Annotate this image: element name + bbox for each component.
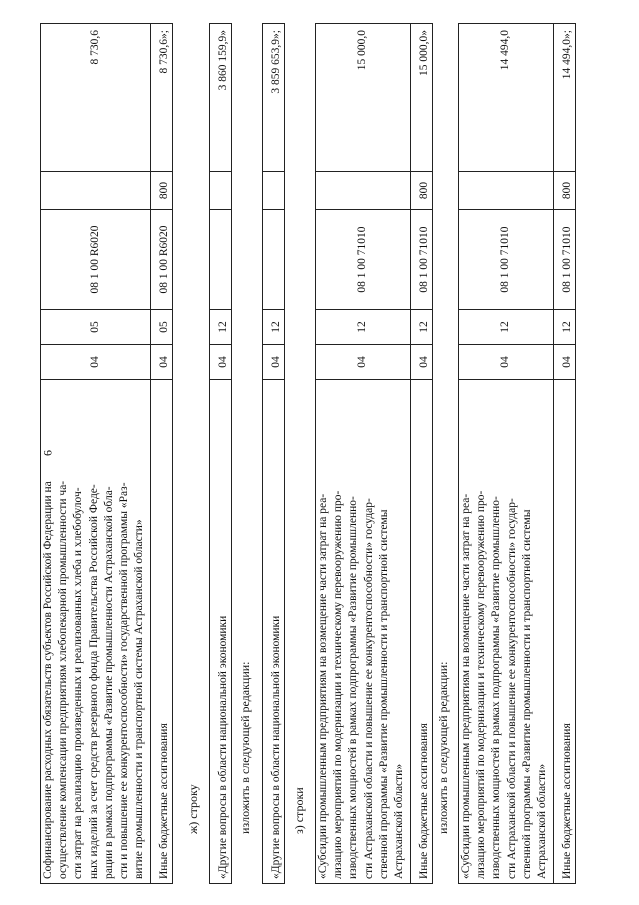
cell-vr [210, 172, 232, 210]
row-description: «Субсидии промышленным предприятиям на возмещение части затрат на реа- лизацию мероприятий по модернизации и техническому перевооружению про- изводственных мощностей в рамках подпрограммы «Развитие промышленно- сти Астраханской области и повышение ее конкурентоспособности» государ- ственной программы «Развитие промышленности и транспортной системы Астраханской области» [316, 380, 411, 884]
budget-table-block-zh-new [262, 23, 285, 884]
section-heading: ж) строку [186, 784, 200, 834]
cell-csr: 08 1 00 71010 [459, 210, 554, 310]
cell-amount: 14 494,0»; [554, 24, 576, 172]
cell-vr: 800 [411, 172, 433, 210]
cell-vr [316, 172, 411, 210]
row-description: Иные бюджетные ассигнования [411, 380, 433, 884]
cell-pr: 12 [263, 310, 285, 345]
table-row [459, 24, 554, 884]
cell-vr [41, 172, 151, 210]
page-number: 6 [40, 450, 55, 456]
cell-amount: 14 494,0 [459, 24, 554, 172]
cell-amount: 15 000,0 [316, 24, 411, 172]
table-row [151, 24, 173, 884]
rotated-document-body [40, 22, 600, 884]
cell-vr [459, 172, 554, 210]
table-row [316, 24, 411, 884]
cell-rz: 04 [459, 345, 554, 380]
row-description: Иные бюджетные ассигнования [151, 380, 173, 884]
cell-vr: 800 [151, 172, 173, 210]
table-row [554, 24, 576, 884]
cell-rz: 04 [554, 345, 576, 380]
table-row [41, 24, 151, 884]
section-heading: изложить в следующей редакции: [238, 661, 252, 834]
cell-amount: 15 000,0» [411, 24, 433, 172]
cell-csr: 08 1 00 R6020 [151, 210, 173, 310]
cell-rz: 04 [263, 345, 285, 380]
cell-amount: 3 859 653,9»; [263, 24, 285, 172]
cell-rz: 04 [210, 345, 232, 380]
cell-pr: 12 [411, 310, 433, 345]
cell-amount: 8 730,6 [41, 24, 151, 172]
cell-rz: 04 [411, 345, 433, 380]
cell-vr: 800 [554, 172, 576, 210]
cell-csr: 08 1 00 R6020 [41, 210, 151, 310]
cell-pr: 12 [554, 310, 576, 345]
budget-table-block-zh [209, 23, 232, 884]
row-description: «Субсидии промышленным предприятиям на возмещение части затрат на реа- лизацию мероприятий по модернизации и техническому перевооружению про- изводственных мощностей в рамках подпрограммы «Развитие промышленно- сти Астраханской области и повышение ее конкурентоспособности» государ- ственной программы «Развитие промышленности и транспортной системы Астраханской области» [459, 380, 554, 884]
row-description: Иные бюджетные ассигнования [554, 380, 576, 884]
cell-pr: 05 [41, 310, 151, 345]
cell-pr: 12 [210, 310, 232, 345]
cell-vr [263, 172, 285, 210]
cell-amount: 8 730,6»; [151, 24, 173, 172]
cell-rz: 04 [41, 345, 151, 380]
cell-pr: 12 [316, 310, 411, 345]
cell-rz: 04 [151, 345, 173, 380]
section-heading: изложить в следующей редакции: [436, 661, 450, 834]
cell-csr [263, 210, 285, 310]
cell-csr: 08 1 00 71010 [316, 210, 411, 310]
cell-csr: 08 1 00 71010 [554, 210, 576, 310]
table-row [263, 24, 285, 884]
row-description: «Другие вопросы в области национальной экономики [263, 380, 285, 884]
cell-amount: 3 860 159,9» [210, 24, 232, 172]
cell-csr: 08 1 00 71010 [411, 210, 433, 310]
budget-table-block-1 [40, 23, 173, 884]
cell-pr: 12 [459, 310, 554, 345]
budget-table-block-z [315, 23, 433, 884]
table-row [411, 24, 433, 884]
section-heading: з) строки [292, 787, 306, 834]
cell-csr [210, 210, 232, 310]
cell-rz: 04 [316, 345, 411, 380]
budget-table-block-z-new [458, 23, 576, 884]
row-description: «Другие вопросы в области национальной экономики [210, 380, 232, 884]
cell-pr: 05 [151, 310, 173, 345]
row-description: Софинансирование расходных обязательств субъектов Российской Федерации на осуществление компенсации предприятиям хлебопекарной промышленности ча- сти затрат на реализацию произведенных и реализованных хлеба и хлебобулоч- ных изделий за счет средств резервного фонда Правительства Российской Феде- рации в рамках подпрограммы «Развитие промышленности Астраханской обла- сти и повышение ее конкурентоспособности» государственной программы «Раз- витие промышленности и транспортной системы Астраханской области» [41, 380, 151, 884]
table-row [210, 24, 232, 884]
